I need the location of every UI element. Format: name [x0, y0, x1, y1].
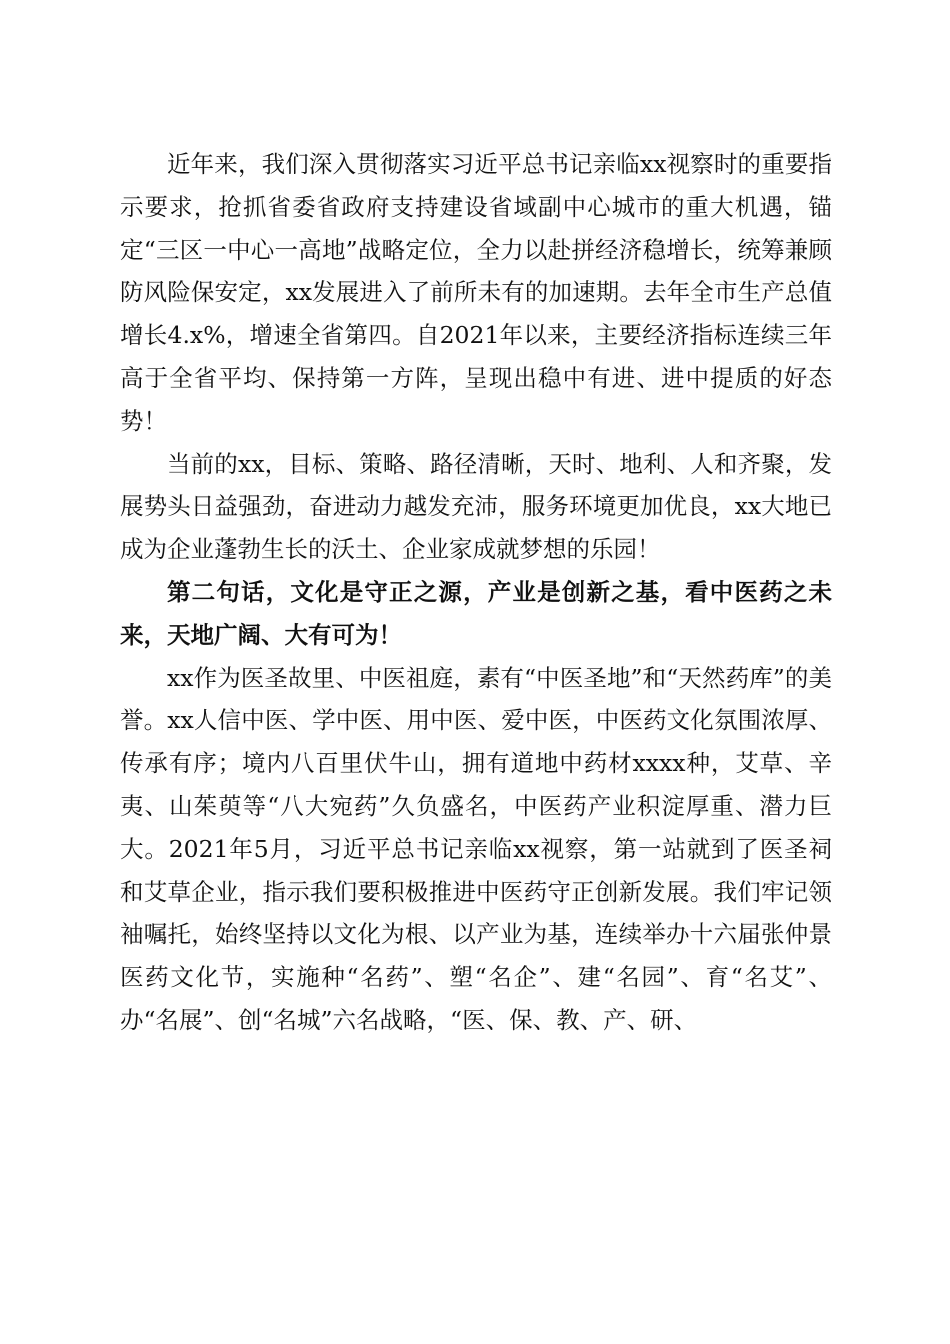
section-heading-tcm: 第二句话，文化是守正之源，产业是创新之基，看中医药之未来，天地广阔、大有可为！ [120, 577, 832, 649]
paragraph-current-situation: 当前的xx，目标、策略、路径清晰，天时、地利、人和齐聚，发展势头日益强劲，奋进动力越发充沛，服务环境更加优良，xx大地已成为企业蓬勃生长的沃土、企业家成就梦想的乐园！ [120, 449, 832, 564]
document-body [120, 143, 832, 1042]
paragraph-tcm-culture: xx作为医圣故里、中医祖庭，素有“中医圣地”和“天然药库”的美誉。xx人信中医、学中医、用中医、爱中医，中医药文化氛围浓厚、传承有序；境内八百里伏牛山，拥有道地中药材xxxx种，艾草、辛夷、山茱萸等“八大宛药”久负盛名，中医药产业积淀厚重、潜力巨大。2021年5月，习近平总书记亲临xx视察，第一站就到了医圣祠和艾草企业，指示我们要积极推进中医药守正创新发展。我们牢记领袖嘱托，始终坚持以文化为根、以产业为基，连续举办十六届张仲景医药文化节，实施种“名药”、塑“名企”、建“名园”、育“名艾”、办“名展”、创“名城”六名战略，“医、保、教、产、研、 [120, 663, 832, 1034]
paragraph-economy-growth: 近年来，我们深入贯彻落实习近平总书记亲临xx视察时的重要指示要求，抢抓省委省政府支持建设省域副中心城市的重大机遇，锚定“三区一中心一高地”战略定位，全力以赴拼经济稳增长，统筹兼顾防风险保安定，xx发展进入了前所未有的加速期。去年全市生产总值增长4.x%，增速全省第四。自2021年以来，主要经济指标连续三年高于全省平均、保持第一方阵，呈现出稳中有进、进中提质的好态势！ [120, 150, 832, 435]
